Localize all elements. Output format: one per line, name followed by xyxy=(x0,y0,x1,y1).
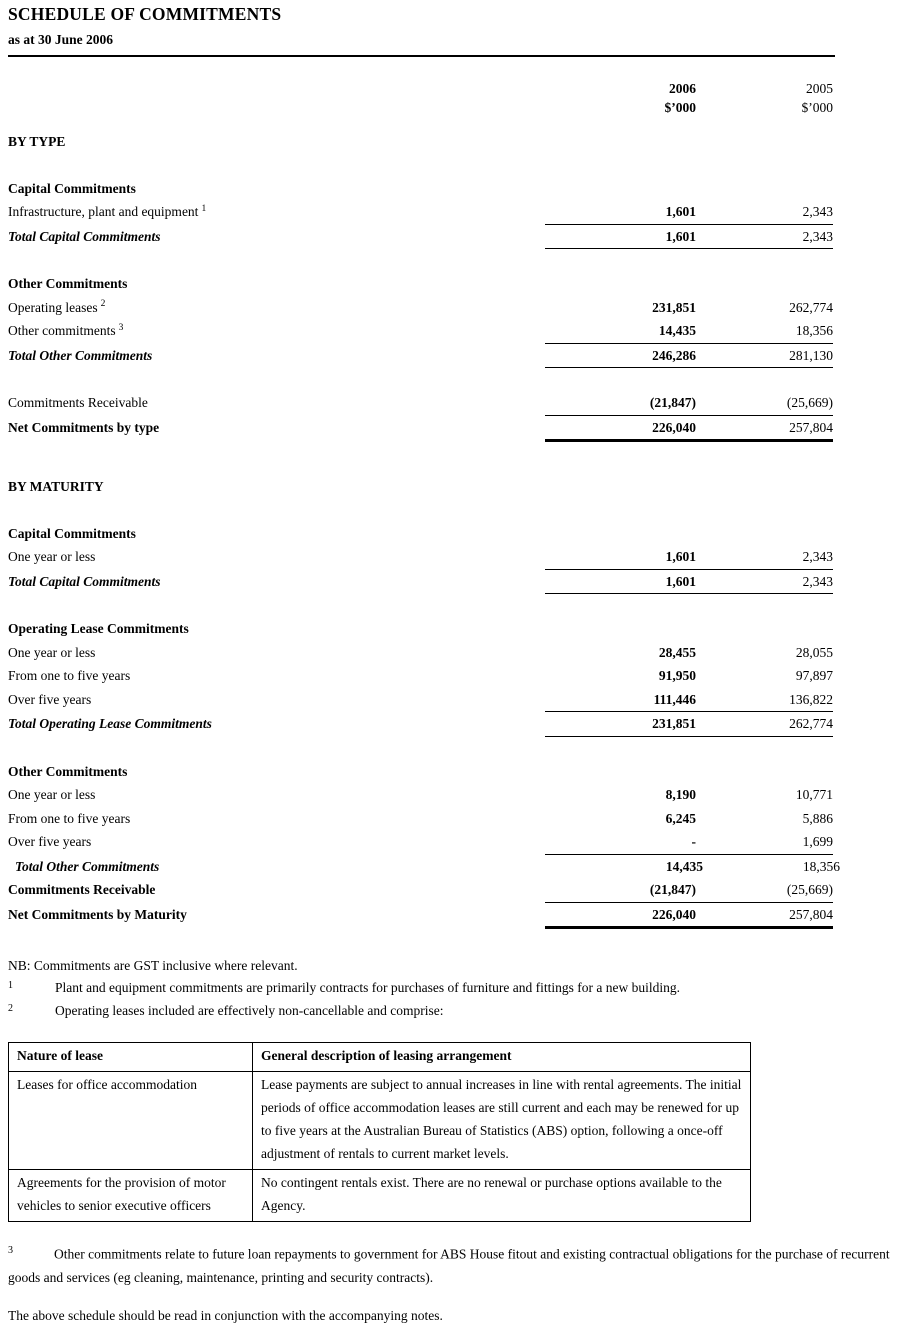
header-rule xyxy=(8,55,835,57)
row-label-text: Over five years xyxy=(8,834,92,849)
footnote-3 xyxy=(8,1239,905,1289)
row-label-text: Total Capital Commitments xyxy=(8,573,161,589)
value-2006: 14,435 xyxy=(658,323,696,338)
value-2006: 231,851 xyxy=(652,716,696,731)
row-amounts xyxy=(545,200,833,225)
value-2006: 226,040 xyxy=(652,906,696,922)
table-row xyxy=(9,1170,751,1222)
group-heading: Other Commitments xyxy=(8,763,128,779)
value-2005: 2,343 xyxy=(802,228,833,244)
row-label xyxy=(8,319,545,344)
row-label xyxy=(8,783,545,807)
row-amounts xyxy=(545,225,833,250)
value-2006: (21,847) xyxy=(649,882,696,897)
unit-row xyxy=(8,98,905,117)
value-2005: 257,804 xyxy=(789,419,833,435)
row-label-text: Operating leases xyxy=(8,299,98,315)
table-row xyxy=(8,391,905,416)
footnote-text: Plant and equipment commitments are primarily contracts for purchases of furniture and fittings for a new building. xyxy=(55,980,680,995)
row-amounts xyxy=(552,855,840,879)
value-2006: 111,446 xyxy=(653,691,696,707)
table-row xyxy=(8,807,905,831)
row-label xyxy=(8,296,545,320)
section-heading-by-type: BY TYPE xyxy=(8,134,66,149)
value-2005: 281,130 xyxy=(789,347,833,363)
row-label-text: Net Commitments by type xyxy=(8,419,160,435)
page-subtitle: as at 30 June 2006 xyxy=(8,32,114,47)
table-row xyxy=(8,641,905,665)
column-headers xyxy=(8,79,905,117)
cell-description: Lease payments are subject to annual increases in line with rental agreements. The initial periods of office accommodation leases are still current and each may be renewed for up to five years at the Australian Bureau of Statistics (ABS) option, following a once-off adjustment of rentals to current market levels. xyxy=(253,1072,751,1170)
nb-note: NB: Commitments are GST inclusive where relevant. xyxy=(8,958,298,973)
spacer xyxy=(8,79,545,98)
cell-nature: Agreements for the provision of motor vehicles to senior executive officers xyxy=(9,1170,253,1222)
table-row-total xyxy=(8,344,905,369)
row-label-text: Net Commitments by Maturity xyxy=(8,906,187,922)
footnote-marker: 2 xyxy=(8,1002,13,1014)
table-row-net xyxy=(8,903,905,930)
row-amounts xyxy=(545,344,833,369)
row-label-text: Over five years xyxy=(8,691,92,707)
group-net-by-type xyxy=(8,391,905,442)
value-2006: 1,601 xyxy=(665,228,696,244)
column-unit-2005: $’000 xyxy=(801,100,833,115)
value-2005: 10,771 xyxy=(795,787,833,802)
column-unit-2006: $’000 xyxy=(664,100,696,115)
value-2005: (25,669) xyxy=(786,395,833,410)
table-header-row xyxy=(9,1043,751,1072)
row-label-text: Infrastructure, plant and equipment xyxy=(8,204,199,219)
table-row-total xyxy=(8,225,905,250)
table-row xyxy=(8,783,905,807)
row-amounts xyxy=(545,878,833,903)
row-label-text: From one to five years xyxy=(8,810,131,826)
row-label xyxy=(8,688,545,713)
group-heading: Capital Commitments xyxy=(8,525,136,541)
table-row xyxy=(8,545,905,570)
row-amounts xyxy=(545,641,833,665)
row-amounts xyxy=(545,688,833,713)
value-2005: 262,774 xyxy=(789,299,833,315)
row-label-text: Total Other Commitments xyxy=(8,347,153,363)
footnote-marker: 3 xyxy=(8,1245,13,1256)
footnote-marker: 1 xyxy=(8,980,13,991)
unit-values xyxy=(545,98,833,117)
table-row-total xyxy=(8,855,905,879)
value-2006: 1,601 xyxy=(665,549,696,564)
value-2005: 257,804 xyxy=(789,906,833,922)
row-label-text: Total Operating Lease Commitments xyxy=(8,716,212,731)
row-amounts xyxy=(545,416,833,443)
value-2006: 1,601 xyxy=(665,573,696,589)
table-row xyxy=(8,200,905,225)
row-amounts xyxy=(545,296,833,320)
row-label-text: Total Other Commitments xyxy=(15,858,160,874)
footnote-ref: 1 xyxy=(201,203,207,214)
row-label-text: One year or less xyxy=(8,787,96,802)
value-2006: - xyxy=(691,834,696,849)
value-2006: 14,435 xyxy=(665,858,703,874)
cell-description: No contingent rentals exist. There are no renewal or purchase options available to the Agency. xyxy=(253,1170,751,1222)
year-values xyxy=(545,79,833,98)
group-heading: Capital Commitments xyxy=(8,180,136,196)
footnote-ref: 3 xyxy=(118,322,124,333)
header-leasing-arrangement: General description of leasing arrangement xyxy=(253,1043,751,1072)
row-label xyxy=(8,878,545,903)
value-2005: 28,055 xyxy=(795,644,833,660)
row-label xyxy=(8,712,545,737)
footnote-2 xyxy=(8,1000,905,1023)
row-amounts xyxy=(545,807,833,831)
value-2006: 226,040 xyxy=(652,419,696,435)
row-label xyxy=(8,641,545,665)
value-2005: 5,886 xyxy=(802,810,833,826)
group-capital-commitments xyxy=(8,177,905,250)
row-amounts xyxy=(545,712,833,737)
spacer xyxy=(8,98,545,117)
row-label-text: Commitments Receivable xyxy=(8,395,148,410)
row-label-text: One year or less xyxy=(8,644,96,660)
group-maturity-operating-lease xyxy=(8,617,905,737)
value-2006: 1,601 xyxy=(665,204,696,219)
value-2006: 246,286 xyxy=(652,347,696,363)
value-2005: (25,669) xyxy=(786,882,833,897)
row-label xyxy=(8,344,545,369)
row-label xyxy=(8,903,545,930)
lease-arrangements-table xyxy=(8,1042,751,1222)
row-label xyxy=(8,416,545,443)
value-2005: 1,699 xyxy=(802,834,833,849)
row-label-text: From one to five years xyxy=(8,668,131,683)
table-row-total xyxy=(8,712,905,737)
footnote-1 xyxy=(8,977,905,1000)
value-2006: 91,950 xyxy=(658,668,696,683)
table-row xyxy=(8,830,905,855)
row-label xyxy=(8,830,545,855)
table-row xyxy=(9,1072,751,1170)
table-row xyxy=(8,319,905,344)
row-label xyxy=(8,545,545,570)
column-year-2006: 2006 xyxy=(669,81,696,96)
cell-nature: Leases for office accommodation xyxy=(9,1072,253,1170)
row-label-text: One year or less xyxy=(8,549,96,564)
row-label-text: Total Capital Commitments xyxy=(8,228,161,244)
row-amounts xyxy=(545,545,833,570)
footnote-ref: 2 xyxy=(100,299,106,309)
value-2005: 97,897 xyxy=(795,668,833,683)
row-amounts xyxy=(545,783,833,807)
row-amounts xyxy=(545,391,833,416)
closing-note: The above schedule should be read in conjunction with the accompanying notes. xyxy=(8,1307,443,1323)
row-label xyxy=(8,664,545,688)
value-2006: 231,851 xyxy=(652,299,696,315)
value-2005: 18,356 xyxy=(795,323,833,338)
row-amounts xyxy=(545,319,833,344)
value-2005: 262,774 xyxy=(789,716,833,731)
row-label xyxy=(8,200,545,225)
header-nature-of-lease: Nature of lease xyxy=(9,1043,253,1072)
row-label xyxy=(8,807,545,831)
table-row xyxy=(8,688,905,713)
table-row xyxy=(8,878,905,903)
page-title: SCHEDULE OF COMMITMENTS xyxy=(8,4,282,24)
value-2005: 18,356 xyxy=(802,858,840,874)
row-amounts xyxy=(545,830,833,855)
footnote-text: Operating leases included are effectively non-cancellable and comprise: xyxy=(55,1002,444,1018)
value-2005: 2,343 xyxy=(802,549,833,564)
value-2005: 2,343 xyxy=(802,573,833,589)
value-2005: 136,822 xyxy=(789,691,833,707)
table-row xyxy=(8,296,905,320)
group-maturity-other xyxy=(8,760,905,930)
value-2006: 6,245 xyxy=(665,810,696,826)
section-heading-by-maturity: BY MATURITY xyxy=(8,479,104,494)
group-maturity-capital xyxy=(8,522,905,595)
group-heading: Operating Lease Commitments xyxy=(8,621,189,636)
row-amounts xyxy=(545,570,833,595)
value-2006: 8,190 xyxy=(665,787,696,802)
column-year-2005: 2005 xyxy=(806,81,833,96)
row-label xyxy=(8,570,545,595)
row-label-text: Other commitments xyxy=(8,323,116,338)
value-2005: 2,343 xyxy=(802,204,833,219)
footnote-text: Other commitments relate to future loan repayments to government for ABS House fitout and existing contractual obligations for the purchase of recurrent goods and services (eg cleaning, maintenance, printing and security contracts). xyxy=(8,1246,890,1285)
row-label xyxy=(8,391,545,416)
value-2006: 28,455 xyxy=(658,644,696,660)
year-row xyxy=(8,79,905,98)
table-row xyxy=(8,664,905,688)
table-row-net xyxy=(8,416,905,443)
group-heading: Other Commitments xyxy=(8,276,128,291)
table-row-total xyxy=(8,570,905,595)
row-label-text: Commitments Receivable xyxy=(8,882,156,897)
row-amounts xyxy=(545,664,833,688)
row-label xyxy=(8,855,552,879)
row-amounts xyxy=(545,903,833,930)
group-other-commitments xyxy=(8,272,905,368)
value-2006: (21,847) xyxy=(649,395,696,410)
row-label xyxy=(8,225,545,250)
